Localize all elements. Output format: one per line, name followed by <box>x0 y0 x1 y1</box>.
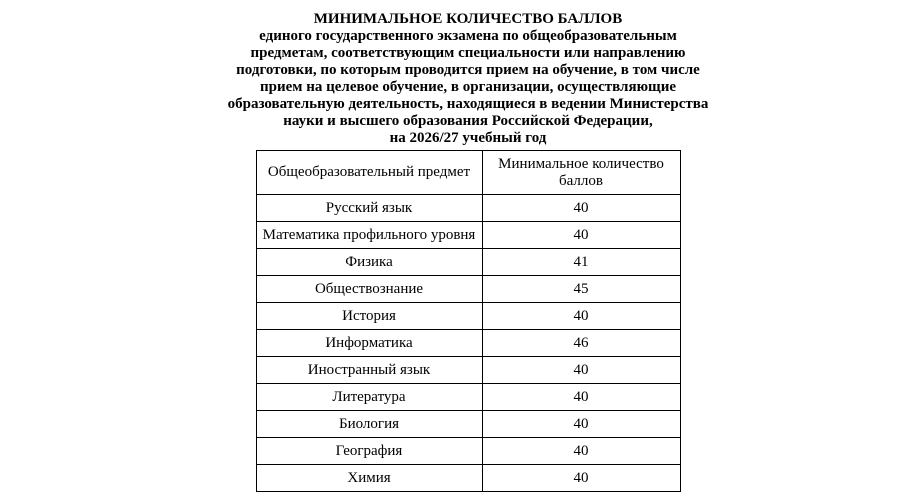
title-line: прием на целевое обучение, в организации, осуществляющие <box>259 79 676 95</box>
subject-cell: Обществознание <box>256 276 482 303</box>
title-line: подготовки, по которым проводится прием на обучение, в том числе <box>236 62 700 78</box>
table-header-row <box>256 151 680 195</box>
score-cell: 45 <box>482 276 680 303</box>
table-row <box>256 411 680 438</box>
title-line: МИНИМАЛЬНОЕ КОЛИЧЕСТВО БАЛЛОВ <box>313 11 623 27</box>
document-title <box>183 0 753 147</box>
table-row <box>256 303 680 330</box>
table-row <box>256 357 680 384</box>
table-row <box>256 249 680 276</box>
subject-cell: Физика <box>256 249 482 276</box>
table-row <box>256 384 680 411</box>
table-row <box>256 465 680 492</box>
title-line: на 2026/27 учебный год <box>389 130 547 146</box>
title-line: образовательную деятельность, находящиеся в ведении Министерства <box>227 96 709 112</box>
score-cell: 40 <box>482 222 680 249</box>
subject-cell: Литература <box>256 384 482 411</box>
score-cell: 40 <box>482 465 680 492</box>
title-line: предметам, соответствующим специальности или направлению <box>250 45 686 61</box>
subject-column-header: Общеобразовательный предмет <box>256 151 482 195</box>
score-cell: 40 <box>482 195 680 222</box>
subject-cell: Информатика <box>256 330 482 357</box>
table-body <box>256 195 680 492</box>
score-cell: 40 <box>482 303 680 330</box>
score-cell: 46 <box>482 330 680 357</box>
score-cell: 40 <box>482 411 680 438</box>
subject-cell: Русский язык <box>256 195 482 222</box>
subject-cell: География <box>256 438 482 465</box>
subject-cell: Иностранный язык <box>256 357 482 384</box>
title-line: науки и высшего образования Российской Федерации, <box>283 113 653 129</box>
score-cell: 40 <box>482 438 680 465</box>
table-row <box>256 195 680 222</box>
subject-cell: Биология <box>256 411 482 438</box>
document-content <box>183 0 753 492</box>
score-column-header: Минимальное количество баллов <box>482 151 680 195</box>
score-cell: 40 <box>482 384 680 411</box>
subject-cell: Химия <box>256 465 482 492</box>
score-cell: 40 <box>482 357 680 384</box>
table-row <box>256 330 680 357</box>
subject-cell: История <box>256 303 482 330</box>
title-line: единого государственного экзамена по общеобразовательным <box>259 28 677 44</box>
score-cell: 41 <box>482 249 680 276</box>
table-row <box>256 222 680 249</box>
subject-cell: Математика профильного уровня <box>256 222 482 249</box>
table-row <box>256 276 680 303</box>
scores-table <box>256 150 681 492</box>
table-row <box>256 438 680 465</box>
